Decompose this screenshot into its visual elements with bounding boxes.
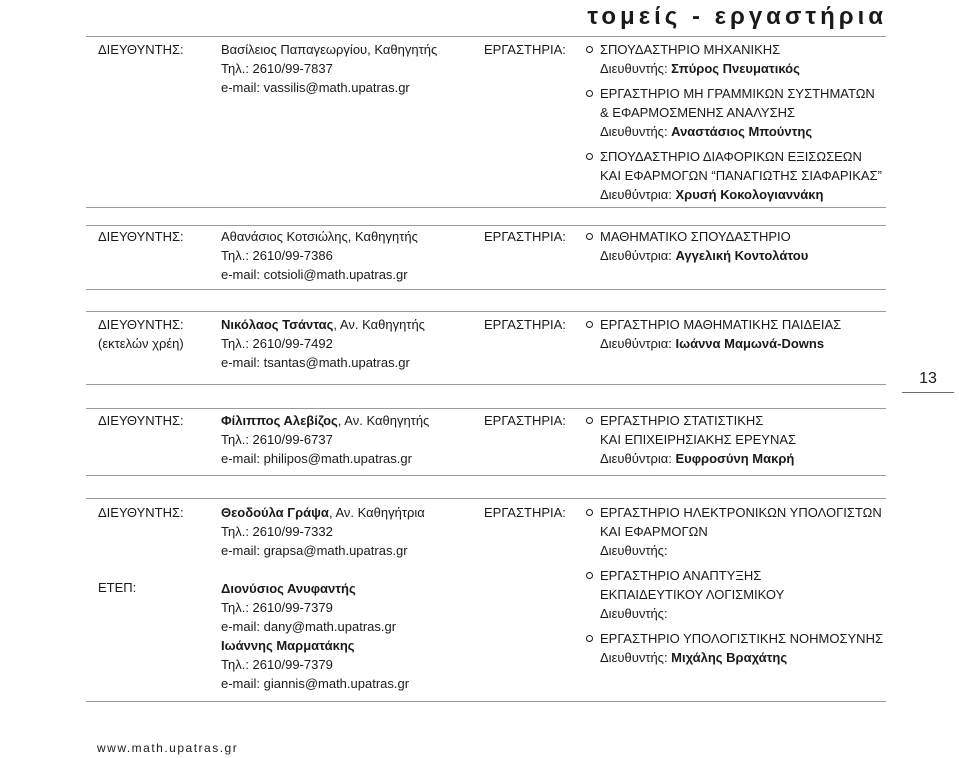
director-phone: Τηλ.: 2610/99-7386	[221, 248, 333, 263]
lab-item	[586, 503, 886, 560]
lab-director-label: Διευθυντής:	[600, 61, 672, 76]
lab-director-name: Ιωάννα Μαμωνά-Downs	[675, 336, 825, 351]
divider	[86, 701, 886, 702]
lab-item	[586, 40, 886, 78]
bullet-icon	[586, 233, 593, 240]
bullet-icon	[586, 417, 593, 424]
director-email[interactable]: e-mail: philipos@math.upatras.gr	[221, 451, 412, 466]
etep-member-email[interactable]: e-mail: giannis@math.upatras.gr	[221, 676, 410, 691]
etep-member-name: Ιωάννης Μαρματάκης	[221, 638, 355, 653]
lab-director-name: Σπύρος Πνευματικός	[671, 61, 800, 76]
labs-label: ΕΡΓΑΣΤΗΡΙΑ:	[484, 317, 566, 332]
director-phone: Τηλ.: 2610/99-7332	[221, 524, 333, 539]
director-name: Αθανάσιος Κοτσιώλης	[221, 229, 348, 244]
divider	[86, 225, 886, 226]
lab-name-line: ΚΑΙ ΕΦΑΡΜΟΓΩΝ “ΠΑΝΑΓΙΩΤΗΣ ΣΙΑΦΑΡΙΚΑΣ”	[600, 168, 882, 183]
lab-item	[586, 629, 886, 667]
director-name: Φίλιππος Αλεβίζος	[221, 413, 338, 428]
director-name: Νικόλαος Τσάντας	[221, 317, 334, 332]
lab-item	[586, 147, 886, 204]
lab-director-name: Χρυσή Κοκολογιαννάκη	[675, 187, 824, 202]
director-phone: Τηλ.: 2610/99-7837	[221, 61, 333, 76]
lab-item	[586, 315, 886, 353]
director-email[interactable]: e-mail: tsantas@math.upatras.gr	[221, 355, 410, 370]
lab-name-line: ΣΠΟΥΔΑΣΤΗΡΙΟ ΜΗΧΑΝΙΚΗΣ	[600, 42, 781, 57]
lab-director-label: Διευθυντής:	[600, 543, 668, 558]
labs-label: ΕΡΓΑΣΤΗΡΙΑ:	[484, 42, 566, 57]
lab-director-name: Αγγελική Κοντολάτου	[675, 248, 809, 263]
divider	[86, 475, 886, 476]
lab-name-line: ΣΠΟΥΔΑΣΤΗΡΙΟ ΔΙΑΦΟΡΙΚΩΝ ΕΞΙΣΩΣΕΩΝ	[600, 149, 862, 164]
divider	[86, 384, 886, 385]
labs-label: ΕΡΓΑΣΤΗΡΙΑ:	[484, 229, 566, 244]
lab-director-label: Διευθυντής:	[600, 650, 672, 665]
bullet-icon	[586, 153, 593, 160]
director-role-label: ΔΙΕΥΘΥΝΤΗΣ:	[98, 505, 184, 520]
director-role-label: ΔΙΕΥΘΥΝΤΗΣ:	[98, 42, 184, 57]
director-phone: Τηλ.: 2610/99-6737	[221, 432, 333, 447]
bullet-icon	[586, 46, 593, 53]
etep-label: ΕΤΕΠ:	[98, 580, 137, 595]
director-title: , Αν. Καθηγητής	[337, 413, 430, 428]
lab-director-label: Διευθυντής:	[600, 606, 668, 621]
lab-name-line: & ΕΦΑΡΜΟΣΜΕΝΗΣ ΑΝΑΛΥΣΗΣ	[600, 105, 796, 120]
lab-name-line: ΕΡΓΑΣΤΗΡΙΟ ΜΑΘΗΜΑΤΙΚΗΣ ΠΑΙΔΕΙΑΣ	[600, 317, 842, 332]
lab-name-line: ΚΑΙ ΕΦΑΡΜΟΓΩΝ	[600, 524, 708, 539]
lab-director-label: Διευθύντρια:	[600, 187, 676, 202]
lab-item	[586, 227, 886, 265]
bullet-icon	[586, 572, 593, 579]
bullet-icon	[586, 509, 593, 516]
director-title: , Καθηγητής	[367, 42, 438, 57]
divider	[86, 498, 886, 499]
lab-name-line: ΕΡΓΑΣΤΗΡΙΟ ΣΤΑΤΙΣΤΙΚΗΣ	[600, 413, 764, 428]
page-title: τομείς - εργαστήρια	[587, 3, 887, 30]
etep-member-name: Διονύσιος Ανυφαντής	[221, 581, 356, 596]
lab-name-line: ΕΡΓΑΣΤΗΡΙΟ ΑΝΑΠΤΥΞΗΣ	[600, 568, 762, 583]
director-title: , Αν. Καθηγητής	[333, 317, 425, 332]
director-email[interactable]: e-mail: grapsa@math.upatras.gr	[221, 543, 408, 558]
lab-name-line: ΕΡΓΑΣΤΗΡΙΟ ΥΠΟΛΟΓΙΣΤΙΚΗΣ ΝΟΗΜΟΣΥΝΗΣ	[600, 631, 883, 646]
etep-member-phone: Τηλ.: 2610/99-7379	[221, 600, 333, 615]
director-role-label: ΔΙΕΥΘΥΝΤΗΣ:	[98, 229, 184, 244]
lab-name-line: ΕΚΠΑΙΔΕΥΤΙΚΟΥ ΛΟΓΙΣΜΙΚΟΥ	[600, 587, 785, 602]
lab-director-label: Διευθύντρια:	[600, 248, 676, 263]
director-title: , Καθηγητής	[347, 229, 418, 244]
lab-item	[586, 411, 886, 468]
director-email[interactable]: e-mail: cotsioli@math.upatras.gr	[221, 267, 408, 282]
lab-name-line: ΕΡΓΑΣΤΗΡΙΟ ΗΛΕΚΤΡΟΝΙΚΩΝ ΥΠΟΛΟΓΙΣΤΩΝ	[600, 505, 882, 520]
bullet-icon	[586, 635, 593, 642]
director-role-label: ΔΙΕΥΘΥΝΤΗΣ:	[98, 317, 184, 332]
footer-url[interactable]: www.math.upatras.gr	[97, 741, 239, 755]
lab-director-label: Διευθυντής:	[600, 124, 672, 139]
lab-item	[586, 566, 886, 623]
lab-item	[586, 84, 886, 141]
divider	[86, 408, 886, 409]
director-name: Βασίλειος Παπαγεωργίου	[221, 42, 368, 57]
lab-director-label: Διευθύντρια:	[600, 451, 676, 466]
lab-name-line: ΜΑΘΗΜΑΤΙΚΟ ΣΠΟΥΔΑΣΤΗΡΙΟ	[600, 229, 791, 244]
divider	[86, 36, 886, 37]
lab-director-label: Διευθύντρια:	[600, 336, 676, 351]
divider	[86, 289, 886, 290]
etep-member-phone: Τηλ.: 2610/99-7379	[221, 657, 333, 672]
director-phone: Τηλ.: 2610/99-7492	[221, 336, 333, 351]
director-role-note: (εκτελών χρέη)	[98, 336, 184, 351]
director-email[interactable]: e-mail: vassilis@math.upatras.gr	[221, 80, 410, 95]
labs-label: ΕΡΓΑΣΤΗΡΙΑ:	[484, 413, 566, 428]
lab-name-line: ΕΡΓΑΣΤΗΡΙΟ ΜΗ ΓΡΑΜΜΙΚΩΝ ΣΥΣΤΗΜΑΤΩΝ	[600, 86, 875, 101]
lab-name-line: ΚΑΙ ΕΠΙΧΕΙΡΗΣΙΑΚΗΣ ΕΡΕΥΝΑΣ	[600, 432, 797, 447]
lab-director-name: Ευφροσύνη Μακρή	[675, 451, 795, 466]
director-role-label: ΔΙΕΥΘΥΝΤΗΣ:	[98, 413, 184, 428]
lab-director-name: Αναστάσιος Μπούντης	[671, 124, 813, 139]
lab-director-name: Μιχάλης Βραχάτης	[671, 650, 788, 665]
labs-label: ΕΡΓΑΣΤΗΡΙΑ:	[484, 505, 566, 520]
bullet-icon	[586, 90, 593, 97]
director-title: , Αν. Καθηγήτρια	[328, 505, 425, 520]
page-number: 13	[902, 368, 954, 393]
divider	[86, 207, 886, 208]
divider	[86, 311, 886, 312]
bullet-icon	[586, 321, 593, 328]
etep-member-email[interactable]: e-mail: dany@math.upatras.gr	[221, 619, 397, 634]
director-name: Θεοδούλα Γράψα	[221, 505, 329, 520]
